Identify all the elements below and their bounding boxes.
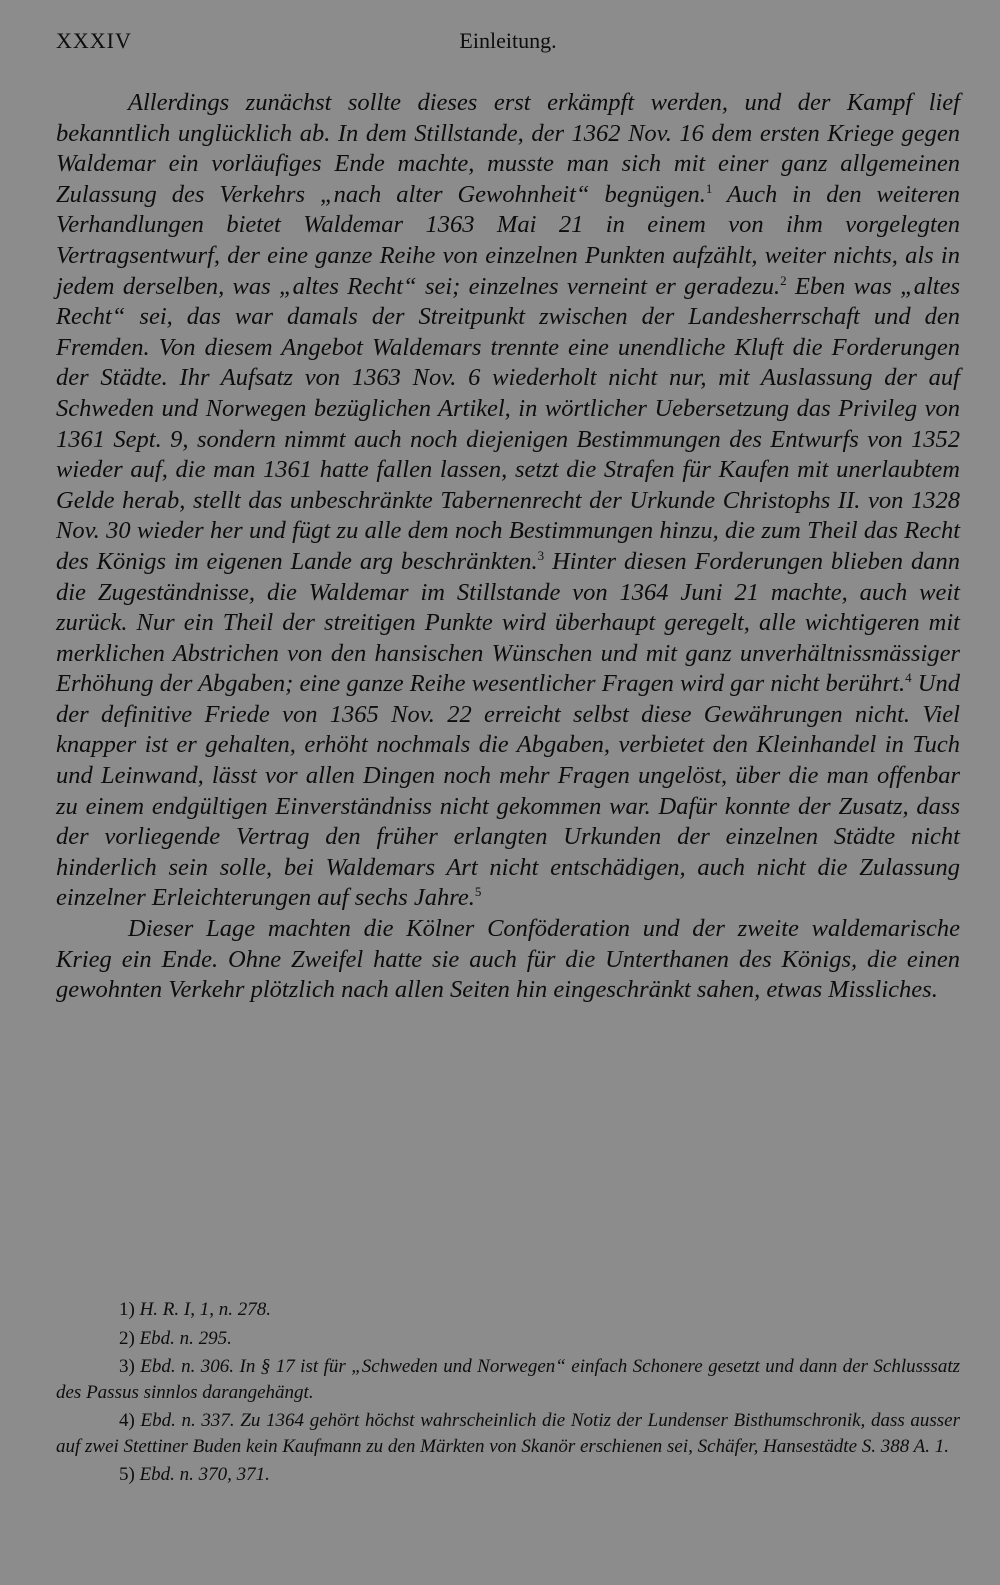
- footnote: [56, 1408, 960, 1459]
- running-title: Einleitung.: [459, 28, 557, 53]
- footnote: [56, 1462, 960, 1488]
- footnote-number: 4): [119, 1410, 135, 1431]
- footnote-ref: 1: [705, 180, 713, 196]
- text-segment: Auch in den weiteren Verhandlungen bietet Waldemar 1363 Mai 21 in einem von ihm vorgelegten Vertragsentwurf, der eine ganze Reihe von einzelnen Punkten aufzählt, weiter nichts, als in jedem derselben, was „altes Recht“ sei; einzelnes verneint er geradezu.: [56, 180, 960, 300]
- footnote-number: 1): [119, 1299, 135, 1320]
- text-segment: Allerdings zunächst sollte dieses erst erkämpft werden, und der Kampf lief bekanntlich unglücklich ab. In dem Stillstande, der 1362 Nov. 16 dem ersten Kriege gegen Waldemar ein vorläufiges Ende machte, musste man sich mit einer ganz allgemeinen Zulassung des Verkehrs „nach alter Gewohnheit“ begnügen.: [56, 89, 960, 208]
- paragraph: [56, 914, 960, 1006]
- footnote-text: Ebd. n. 337. Zu 1364 gehört höchst wahrscheinlich die Notiz der Lundenser Bisthumschronik, dass ausser auf zwei Stettiner Buden kein Kaufmann zu den Märkten von Skanör erschienen sei, Schäfer, Hansestädte S. 388 A. 1.: [56, 1410, 961, 1457]
- footnote-number: 5): [119, 1464, 135, 1485]
- footnote-number: 3): [119, 1356, 135, 1377]
- footnote-number: 2): [119, 1327, 135, 1349]
- text-segment: Dieser Lage machten die Kölner Conföderation und der zweite waldemarische Krieg ein Ende. Ohne Zweifel hatte sie auch für die Unterthanen des Königs, die einen gewohnten Verkehr plötzlich nach allen Seiten hin eingeschränkt sahen, etwas Missliches.: [56, 915, 960, 1004]
- footnote-text: Ebd. n. 370, 371.: [139, 1464, 270, 1485]
- text-segment: Und der definitive Friede von 1365 Nov. 22 erreicht selbst diese Gewährungen nicht. Viel knapper ist er gehalten, erhöht nochmals die Abgaben, verbietet den Kleinhandel in Tuch und Leinwand, lässt vor allen Dingen noch mehr Fragen ungelöst, über die man offenbar zu einem endgültigen Einverständniss nicht gekommen war. Dafür konnte der Zusatz, dass der vorliegende Vertrag den früher erlangten Urkunden der einzelnen Städte nicht hinderlich sein solle, bei Waldemars Art nicht entschädigen, auch nicht die Zulassung einzelner Erleichterungen auf sechs Jahre.: [56, 670, 960, 912]
- footnote-ref: 2: [780, 272, 787, 288]
- text-segment: Eben was „altes Recht“ sei, das war damals der Streitpunkt zwischen der Landesherrschaft und den Fremden. Von diesem Angebot Waldemars trennte eine unendliche Kluft die Forderungen der Städte. Ihr Aufsatz von 1363 Nov. 6 wiederholt nicht nur, mit Auslassung der auf Schweden und Norwegen bezüglichen Artikel, in wörtlicher Uebersetzung das Privileg von 1361 Sept. 9, sondern nimmt auch noch diejenigen Bestimmungen des Entwurfs von 1352 wieder auf, die man 1361 hatte fallen lassen, setzt die Strafen für Kaufen mit unerlaubtem Gelde herab, stellt das unbeschränkte Tabernenrecht der Urkunde Christophs II. von 1328 Nov. 30 wieder her und fügt zu alle dem noch Bestimmungen hinzu, die zum Theil das Recht des Königs im eigenen Lande arg beschränkten.: [56, 272, 960, 575]
- paragraph: [56, 88, 960, 914]
- footnote-ref: 4: [905, 670, 912, 686]
- footnote-ref: 5: [474, 884, 482, 900]
- footnote: [56, 1354, 960, 1405]
- footnote: [56, 1297, 960, 1323]
- main-text: [56, 88, 960, 1006]
- page-number: XXXIV: [56, 28, 132, 53]
- footnote-text: H. R. I, 1, n. 278.: [139, 1299, 271, 1320]
- text-segment: Hinter diesen Forderungen blieben dann die Zugeständnisse, die Waldemar im Stillstande von 1364 Juni 21 machte, auch weit zurück. Nur ein Theil der streitigen Punkte wird überhaupt geregelt, alle wichtigeren mit merklichen Abstrichen von den hansischen Wünschen und mit ganz unverhältnissmässiger Erhöhung der Abgaben; eine ganze Reihe wesentlicher Fragen wird gar nicht berührt.: [56, 547, 960, 698]
- book-page: [56, 28, 960, 1006]
- footnote-text: Ebd. n. 306. In § 17 ist für „Schweden und Norwegen“ einfach Schonere gesetzt und dann der Schlusssatz des Passus sinnlos darangehängt.: [56, 1356, 960, 1403]
- footnotes: [56, 1297, 960, 1491]
- footnote-text: Ebd. n. 295.: [139, 1327, 232, 1349]
- footnote-ref: 3: [537, 547, 545, 563]
- footnote: [56, 1326, 960, 1352]
- page-header: [56, 28, 960, 62]
